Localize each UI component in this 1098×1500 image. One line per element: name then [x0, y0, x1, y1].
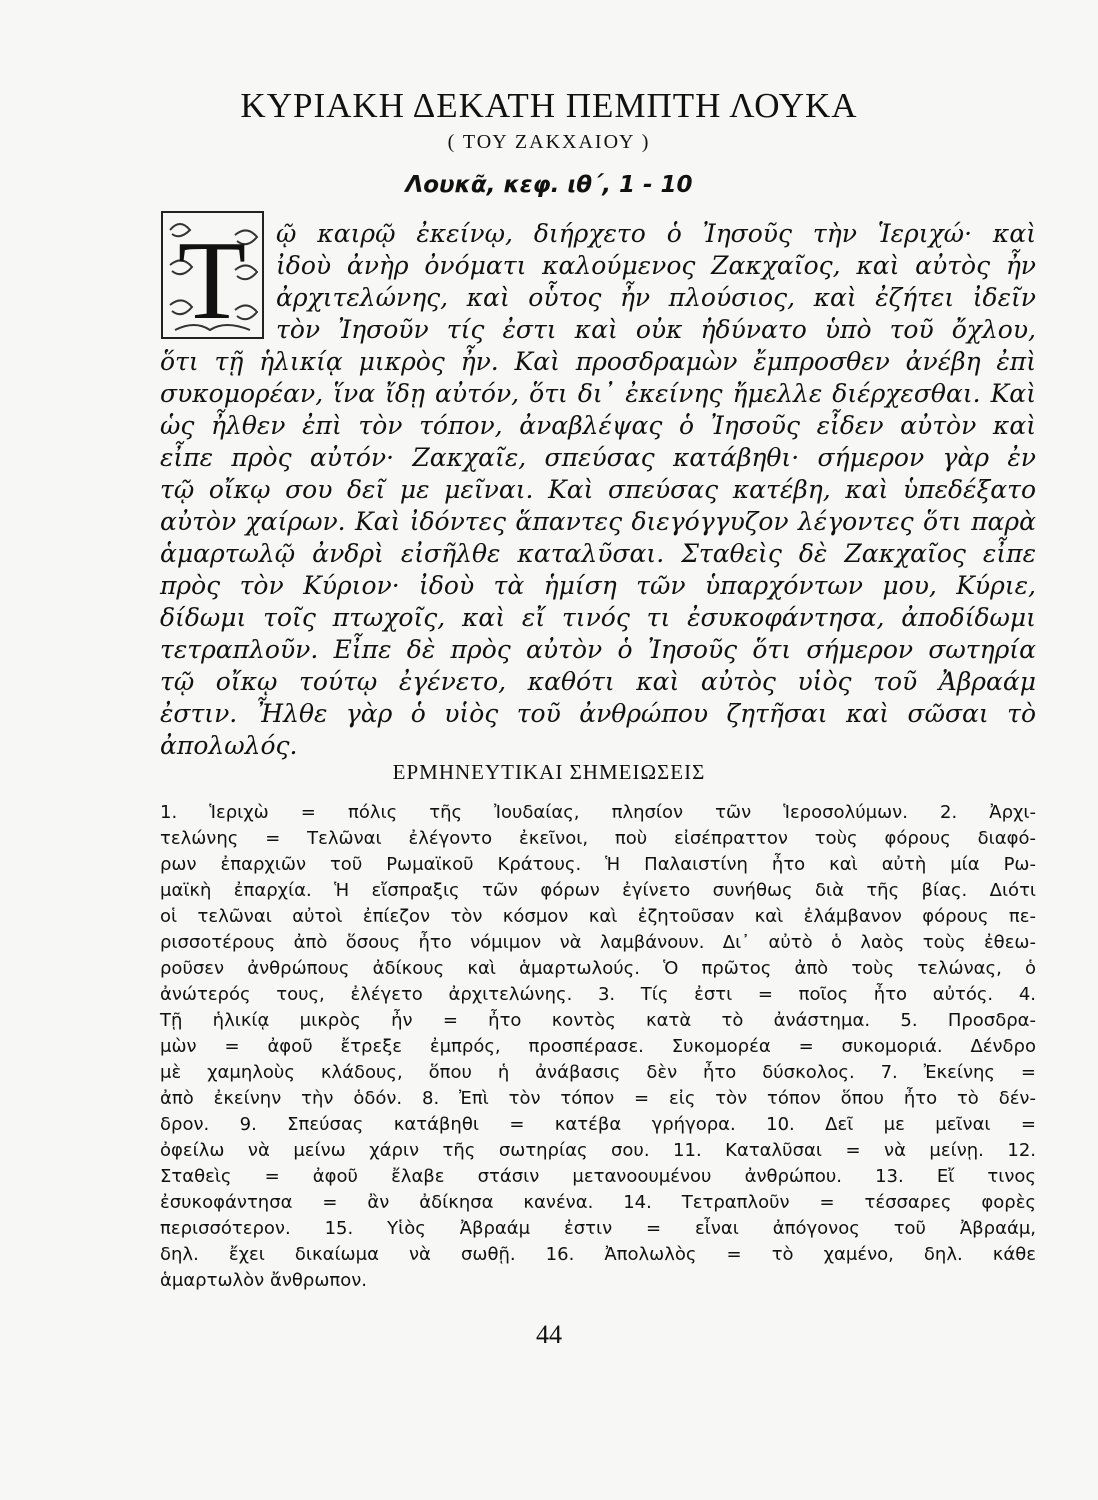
scripture-reference: Λουκᾶ, κεφ. ιθ΄, 1 - 10 [405, 172, 693, 198]
gospel-line: ἐστιν. Ἦλθε γὰρ ὁ υἱὸς τοῦ ἀνθρώπου ζητῆσαι καὶ σῶσαι τὸ [160, 699, 1036, 728]
gospel-line: τὸν Ἰησοῦν τίς ἐστι καὶ οὐκ ἠδύνατο ὑπὸ τοῦ ὄχλου, [276, 315, 1036, 344]
gospel-line: τετραπλοῦν. Εἶπε δὲ πρὸς αὐτὸν ὁ Ἰησοῦς ὅτι σήμερον σωτηρία [160, 635, 1036, 664]
page-number: 44 [536, 1320, 562, 1349]
gospel-line: πρὸς τὸν Κύριον· ἰδοὺ τὰ ἡμίση τῶν ὑπαρχόντων μου, Κύριε, [160, 571, 1036, 600]
note-line: ἁμαρτωλὸν ἄνθρωπον. [160, 1270, 368, 1291]
note-line: 1. Ἱεριχὼ = πόλις τῆς Ἰουδαίας, πλησίον τῶν Ἱεροσολύμων. 2. Ἀρχι- [160, 802, 1036, 823]
note-line: ἀνώτερός τους, ἐλέγετο ἀρχιτελώνης. 3. Τίς ἐστι = ποῖος ἦτο αὐτός. 4. [160, 984, 1036, 1005]
gospel-line: ἀρχιτελώνης, καὶ οὗτος ἦν πλούσιος, καὶ ἐζήτει ἰδεῖν [276, 283, 1036, 312]
note-line: περισσότερον. 15. Υἱὸς Ἀβραάμ ἐστιν = εἶναι ἀπόγονος τοῦ Ἀβραάμ, [160, 1218, 1036, 1239]
dropcap-letter: Τ [177, 219, 247, 340]
notes-heading: ΕΡΜΗΝΕΥΤΙΚΑΙ ΣΗΜΕΙΩΣΕΙΣ [392, 760, 706, 784]
note-line: μὲ χαμηλοὺς κλάδους, ὅπου ἡ ἀνάβασις δὲν ἦτο δύσκολος. 7. Ἐκείνης = [160, 1062, 1036, 1083]
note-line: δηλ. ἔχει δικαίωμα νὰ σωθῇ. 16. Ἀπολωλὸς = τὸ χαμένο, δηλ. κάθε [160, 1244, 1036, 1265]
gospel-line: ὡς ἦλθεν ἐπὶ τὸν τόπον, ἀναβλέψας ὁ Ἰησοῦς εἶδεν αὐτὸν καὶ [160, 411, 1036, 440]
gospel-line: ἰδοὺ ἀνὴρ ὀνόματι καλούμενος Ζακχαῖος, καὶ αὐτὸς ἦν [276, 251, 1036, 280]
page-title: ΚΥΡΙΑΚΗ ΔΕΚΑΤΗ ΠΕΜΠΤΗ ΛΟΥΚΑ [240, 86, 858, 125]
note-line: δρον. 9. Σπεύσας κατάβηθι = κατέβα γρήγορα. 10. Δεῖ με μεῖναι = [160, 1114, 1036, 1135]
gospel-line: ῷ καιρῷ ἐκείνῳ, διήρχετο ὁ Ἰησοῦς τὴν Ἱεριχώ· καὶ [276, 219, 1036, 248]
note-line: μαϊκὴ ἐπαρχία. Ἡ εἴσπραξις τῶν φόρων ἐγίνετο συνήθως διὰ τῆς βίας. Διότι [160, 880, 1036, 901]
note-line: τελώνης = Τελῶναι ἐλέγοντο ἐκεῖνοι, ποὺ εἰσέπραττον τοὺς φόρους διαφό- [160, 828, 1036, 849]
gospel-line: ἀπολωλός. [160, 731, 298, 760]
note-line: ροῦσεν ἀνθρώπους ἀδίκους καὶ ἁμαρτωλούς. Ὁ πρῶτος ἀπὸ τοὺς τελώνας, ὁ [160, 958, 1036, 979]
ornamental-dropcap [160, 210, 265, 340]
gospel-line: ὅτι τῇ ἡλικίᾳ μικρὸς ἦν. Καὶ προσδραμὼν ἔμπροσθεν ἀνέβη ἐπὶ [160, 347, 1036, 376]
note-line: ρισσοτέρους ἀπὸ ὅσους ἦτο νόμιμον νὰ λαμβάνουν. Δι᾿ αὐτὸ ὁ λαὸς τοὺς ἐθεω- [160, 932, 1036, 953]
note-line: ἀπὸ ἐκείνην τὴν ὁδόν. 8. Ἐπὶ τὸν τόπον = εἰς τὸν τόπον ὅπου ἦτο τὸ δέν- [160, 1088, 1036, 1109]
note-line: ὀφείλω νὰ μείνω χάριν τῆς σωτηρίας σου. 11. Καταλῦσαι = νὰ μείνῃ. 12. [160, 1140, 1036, 1161]
gospel-line: συκομορέαν, ἵνα ἴδῃ αὐτόν, ὅτι δι᾿ ἐκείνης ἤμελλε διέρχεσθαι. Καὶ [160, 379, 1036, 408]
page-subtitle: ( ΤΟΥ ΖΑΚΧΑΙΟΥ ) [447, 131, 651, 153]
gospel-line: τῷ οἴκῳ τούτῳ ἐγένετο, καθότι καὶ αὐτὸς υἱὸς τοῦ Ἀβραάμ [160, 667, 1036, 696]
gospel-line: εἶπε πρὸς αὐτόν· Ζακχαῖε, σπεύσας κατάβηθι· σήμερον γὰρ ἐν [160, 443, 1036, 472]
gospel-line: αὐτὸν χαίρων. Καὶ ἰδόντες ἅπαντες διεγόγγυζον λέγοντες ὅτι παρὰ [160, 507, 1036, 536]
note-line: μὼν = ἀφοῦ ἔτρεξε ἐμπρός, προσπέρασε. Συκομορέα = συκομοριά. Δένδρο [160, 1036, 1036, 1057]
gospel-line: δίδωμι τοῖς πτωχοῖς, καὶ εἴ τινός τι ἐσυκοφάντησα, ἀποδίδωμι [160, 603, 1036, 632]
note-line: οἱ τελῶναι αὐτοὶ ἐπίεζον τὸν κόσμον καὶ ἐζητοῦσαν καὶ ἐλάμβανον φόρους πε- [160, 906, 1036, 927]
note-line: Τῇ ἡλικίᾳ μικρὸς ἦν = ἦτο κοντὸς κατὰ τὸ ἀνάστημα. 5. Προσδρα- [160, 1010, 1036, 1031]
gospel-line: ἁμαρτωλῷ ἀνδρὶ εἰσῆλθε καταλῦσαι. Σταθεὶς δὲ Ζακχαῖος εἶπε [160, 539, 1036, 568]
note-line: ρων ἐπαρχιῶν τοῦ Ρωμαϊκοῦ Κράτους. Ἡ Παλαιστίνη ἦτο καὶ αὐτὴ μία Ρω- [160, 854, 1036, 875]
gospel-line: τῷ οἴκῳ σου δεῖ με μεῖναι. Καὶ σπεύσας κατέβη, καὶ ὑπεδέξατο [160, 475, 1036, 504]
note-line: ἐσυκοφάντησα = ἂν ἀδίκησα κανένα. 14. Τετραπλοῦν = τέσσαρες φορὲς [160, 1192, 1036, 1213]
note-line: Σταθεὶς = ἀφοῦ ἔλαβε στάσιν μετανοουμένου ἀνθρώπου. 13. Εἴ τινος [160, 1166, 1036, 1187]
